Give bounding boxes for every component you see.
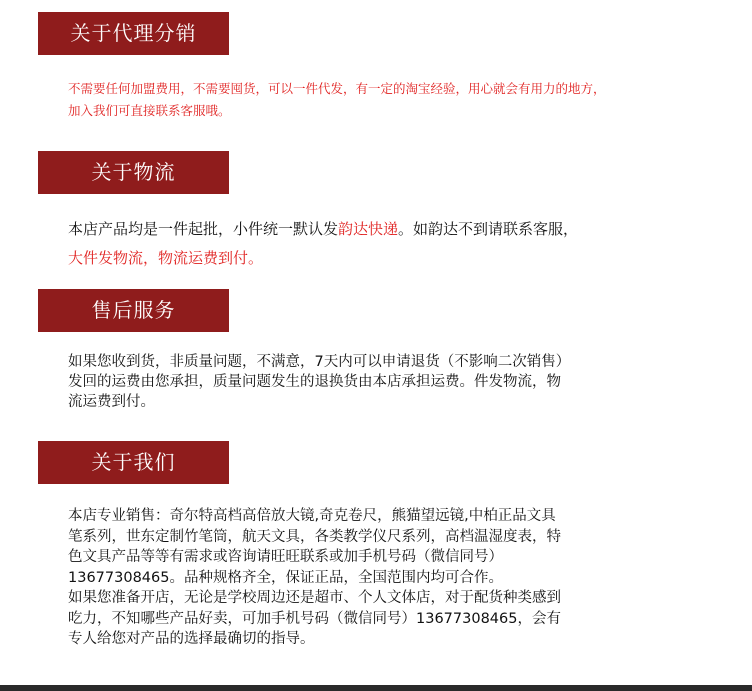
logistics-line: [68, 215, 728, 244]
about-us-line: 如果您准备开店，无论是学校周边还是超市、个人文体店，对于配货种类感到: [68, 590, 561, 606]
section-header-about-us: 关于我们: [38, 441, 229, 484]
about-us-line: 色文具产品等等有需求或咨询请旺旺联系或加手机号码（微信同号）: [68, 549, 503, 565]
logistics-text: 本店产品均是一件起批，小件统一默认发: [68, 220, 339, 238]
aftersales-line: 如果您收到货，非质量问题，不满意，7天内可以申请退货（不影响二次销售）: [68, 354, 571, 370]
courier-highlight: 韵达快递: [338, 220, 399, 238]
about-us-line: 笔系列，世东定制竹笔筒，航天文具，各类教学仪尺系列，高档温湿度表，特: [68, 528, 561, 545]
aftersales-paragraph: [68, 352, 728, 412]
section-header-logistics: 关于物流: [38, 151, 229, 194]
about-us-line: 吃力，不知哪些产品好卖，可加手机号码（微信同号）13677308465，会有: [68, 610, 561, 627]
agency-line: 不需要任何加盟费用，不需要囤货，可以一件代发，有一定的淘宝经验，用心就会有用力的地方，: [68, 81, 606, 96]
aftersales-line: 发回的运费由您承担，质量问题发生的退换货由本店承担运费。件发物流，物: [68, 374, 561, 390]
logistics-line: 大件发物流，物流运费到付。: [68, 249, 264, 267]
about-us-line: 专人给您对产品的选择最确切的指导。: [68, 631, 315, 647]
about-us-line: 13677308465。品种规格齐全，保证正品，全国范围内均可合作。: [68, 569, 503, 586]
agency-line: 加入我们可直接联系客服哦。: [68, 103, 231, 118]
section-header-aftersales: 售后服务: [38, 289, 229, 332]
about-us-line: 本店专业销售：奇尔特高档高倍放大镜,奇克卷尺，熊猫望远镜,中柏正品文具: [68, 508, 556, 524]
agency-paragraph: [68, 78, 728, 122]
logistics-text: 。如韵达不到请联系客服，: [398, 220, 579, 238]
aftersales-line: 流运费到付。: [68, 394, 155, 410]
section-header-agency: 关于代理分销: [38, 12, 229, 55]
logistics-paragraph: [68, 215, 728, 273]
about-us-paragraph: [68, 506, 728, 650]
bottom-divider: [0, 685, 752, 691]
